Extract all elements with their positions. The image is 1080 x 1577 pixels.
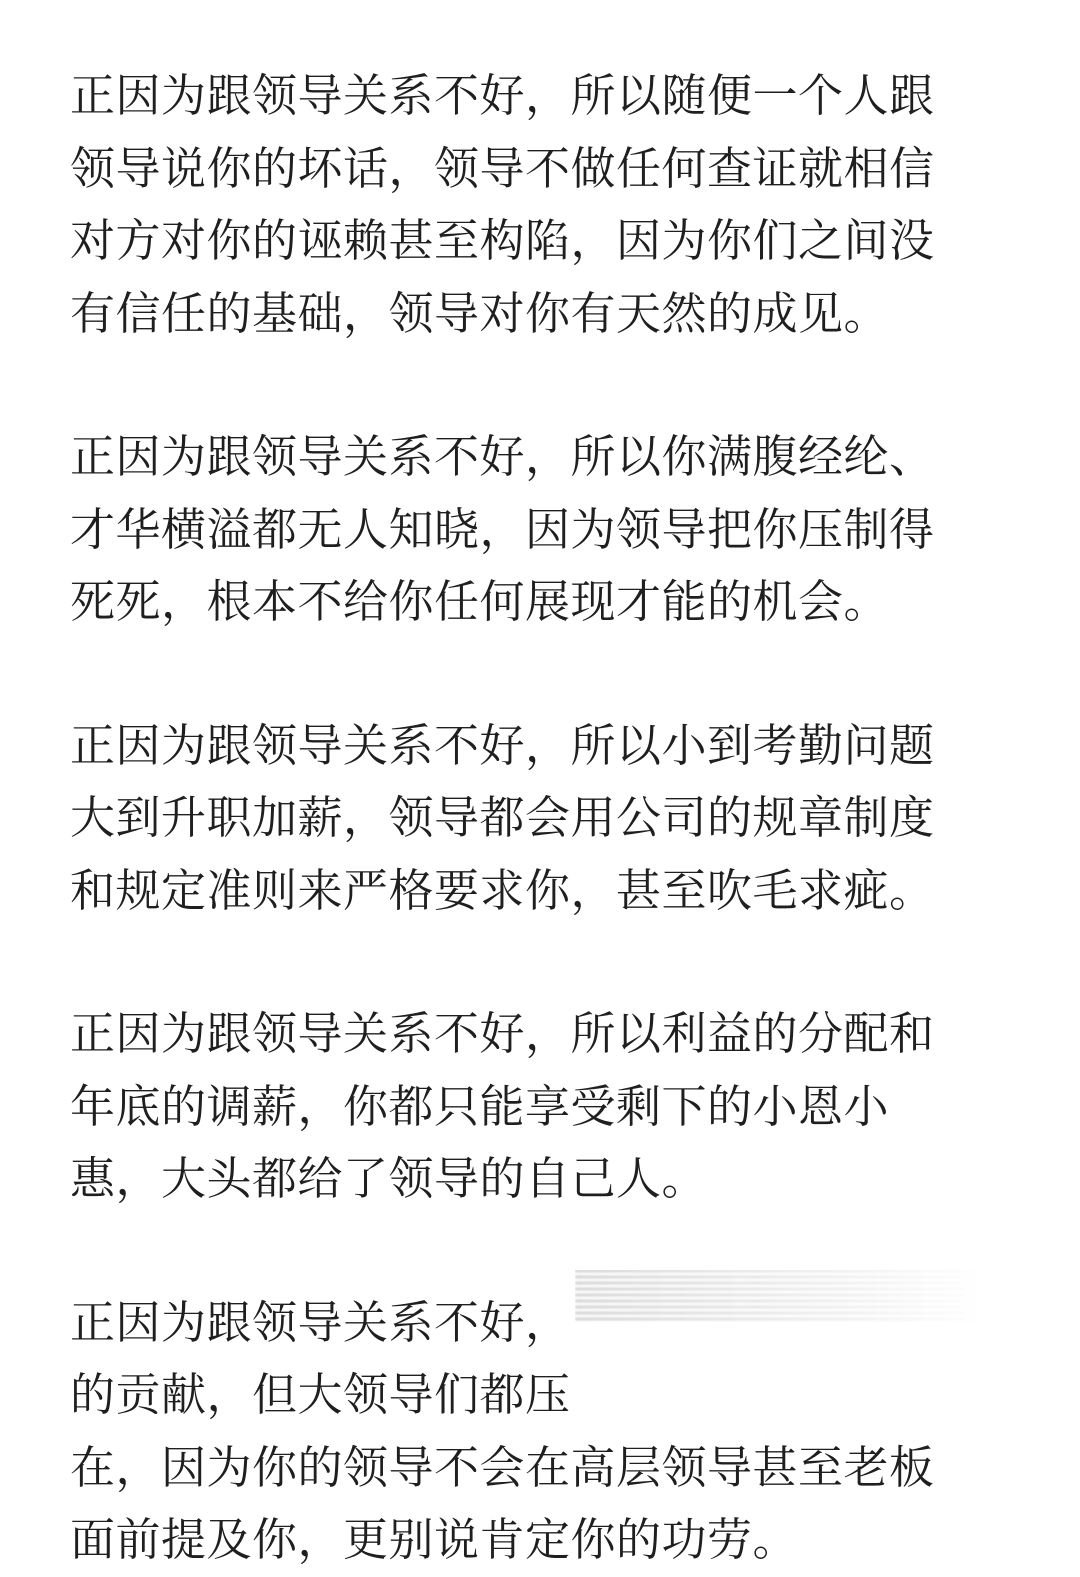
paragraph-3: 正因为跟领导关系不好，所以小到考勤问题 大到升职加薪，领导都会用公司的规章制度 和规定准则来严格要求你，甚至吹毛求疵。	[70, 718, 935, 917]
paragraph-4: 正因为跟领导关系不好，所以利益的分配和 年底的调薪，你都只能享受剩下的小恩小 惠，大头都给了领导的自己人。	[70, 1007, 935, 1205]
redaction-smear	[575, 1270, 985, 1322]
article-body	[70, 60, 1010, 1577]
paragraph-2: 正因为跟领导关系不好，所以你满腹经纶、 才华横溢都无人知晓，因为领导把你压制得 死死，根本不给你任何展现才能的机会。	[70, 430, 935, 628]
paragraph-5: 正因为跟领导关系不好， 的贡献，但大领导们都压 在，因为你的领导不会在高层领导甚至老板 面前提及你，更别说肯定你的功劳。	[70, 1295, 935, 1566]
paragraph-1: 正因为跟领导关系不好，所以随便一个人跟 领导说你的坏话，领导不做任何查证就相信 对方对你的诬赖甚至构陷，因为你们之间没 有信任的基础，领导对你有天然的成见。	[70, 69, 935, 340]
